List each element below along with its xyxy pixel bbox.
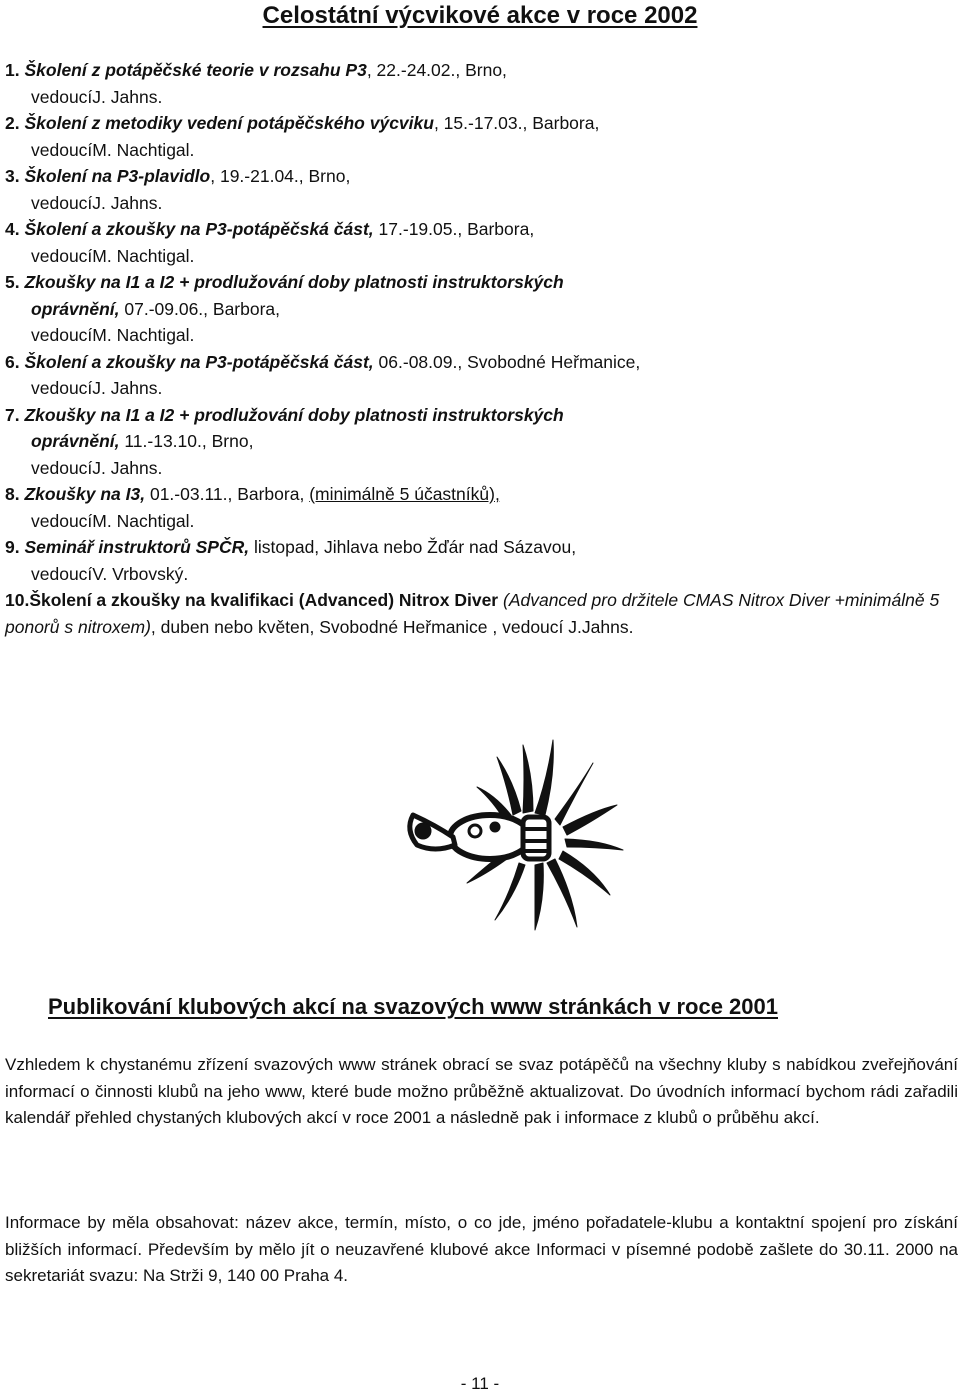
event-name: Seminář instruktorů SPČR, [24, 537, 250, 557]
event-leader: vedoucíM. Nachtigal. [31, 245, 195, 266]
event-leader: vedoucíM. Nachtigal. [31, 139, 195, 160]
event-number: 8. [5, 484, 20, 504]
page-number: - 11 - [460, 1374, 500, 1393]
event-leader: vedoucíJ. Jahns. [31, 378, 163, 398]
event-name-continued [5, 296, 960, 323]
event-details: , 22.-24.02., Brno, [366, 60, 507, 80]
event-number: 2. [5, 113, 20, 133]
event-number: 7. [5, 404, 20, 425]
section-title: Publikování klubových akcí na svazových www stránkách v roce 2001 [48, 994, 778, 1019]
event-details: 07.-09.06., Barbora, [119, 298, 281, 319]
paragraph-invitation: Vzhledem k chystanému zřízení svazových www stránek obrací se svaz potápěčů na všechny kluby s nabídkou zveřejňování informací o činnosti klubů na jeho www, které bude možno průběžně aktualizovat. Do úvodních informací bychom rádi zařadili kalendář přehled chystaných klubových akcí v roce 2001 a následně pak i informace z klubů o průběhu akcí. [5, 1055, 958, 1127]
event-item-9 [5, 534, 960, 587]
event-name: Zkoušky na I1 a I2 + prodlužování doby platnosti instruktorských [24, 272, 564, 292]
event-name-part2: oprávnění, [31, 298, 120, 319]
event-leader: vedoucíJ. Jahns. [31, 192, 163, 213]
event-number: 6. [5, 351, 20, 372]
event-number: 10. [5, 590, 30, 610]
event-number: 5. [5, 272, 20, 292]
event-leader: vedoucíM. Nachtigal. [31, 325, 195, 345]
event-number: 4. [5, 219, 20, 239]
event-item-10 [5, 587, 960, 640]
event-name: Školení a zkoušky na kvalifikaci (Advanced) Nitrox Diver [29, 590, 499, 610]
event-name: Zkoušky na I3, [24, 484, 146, 504]
event-item-5 [5, 269, 960, 349]
event-item-1 [5, 57, 960, 110]
event-leader: vedoucíM. Nachtigal. [31, 510, 195, 531]
event-item-3 [5, 163, 960, 216]
event-details: , 15.-17.03., Barbora, [433, 113, 600, 133]
event-details: 17.-19.05., Barbora, [373, 219, 535, 239]
event-details: 11.-13.10., Brno, [119, 431, 254, 451]
event-number: 3. [5, 166, 20, 186]
event-name: Školení a zkoušky na P3-potápěčská část, [24, 351, 374, 372]
event-name-part2: oprávnění, [31, 431, 120, 451]
event-details: listopad, Jihlava nebo Žďár nad Sázavou, [249, 537, 577, 557]
event-number: 1. [5, 60, 20, 80]
event-name-continued [5, 428, 960, 455]
event-item-2 [5, 110, 960, 163]
event-details: , duben nebo květen, Svobodné Heřmanice , vedoucí J.Jahns. [150, 616, 634, 637]
event-note: (minimálně 5 účastníků), [309, 484, 500, 504]
page-title: Celostátní výcvikové akce v roce 2002 [262, 2, 698, 29]
event-item-8 [5, 481, 960, 534]
event-details: 01.-03.11., Barbora, [145, 484, 310, 504]
event-item-7 [5, 402, 960, 482]
event-item-6 [5, 349, 960, 402]
event-leader: vedoucíV. Vrbovský. [31, 563, 189, 584]
event-description: (Advanced pro držitele CMAS Nitrox Diver +minimálně 5 ponorů s nitroxem) [5, 590, 940, 637]
event-name: Školení z potápěčské teorie v rozsahu P3 [24, 60, 367, 80]
event-list [5, 57, 960, 640]
paragraph-requirements: Informace by měla obsahovat: název akce, termín, místo, o co jde, jméno pořadatele-klubu a kontaktní spojení pro získání bližších informací. Především by mělo jít o neuzavřené klubové akce Informaci v písemné podobě zašlete do 30.11. 2000 na sekretariát svazu: Na Strži 9, 140 00 Praha 4. [5, 1213, 958, 1285]
event-name: Školení a zkoušky na P3-potápěčská část, [24, 219, 374, 239]
event-leader: vedoucíJ. Jahns. [31, 457, 163, 478]
event-details: 06.-08.09., Svobodné Heřmanice, [373, 351, 641, 372]
diver-helmet-emblem-icon [395, 735, 635, 935]
event-name: Školení na P3-plavidlo [24, 166, 211, 186]
event-name: Zkoušky na I1 a I2 + prodlužování doby platnosti instruktorských [24, 404, 564, 425]
event-details: , 19.-21.04., Brno, [210, 166, 351, 186]
event-name: Školení z metodiky vedení potápěčského výcviku [24, 113, 434, 133]
event-number: 9. [5, 537, 20, 557]
event-leader: vedoucíJ. Jahns. [31, 86, 163, 107]
event-item-4 [5, 216, 960, 269]
